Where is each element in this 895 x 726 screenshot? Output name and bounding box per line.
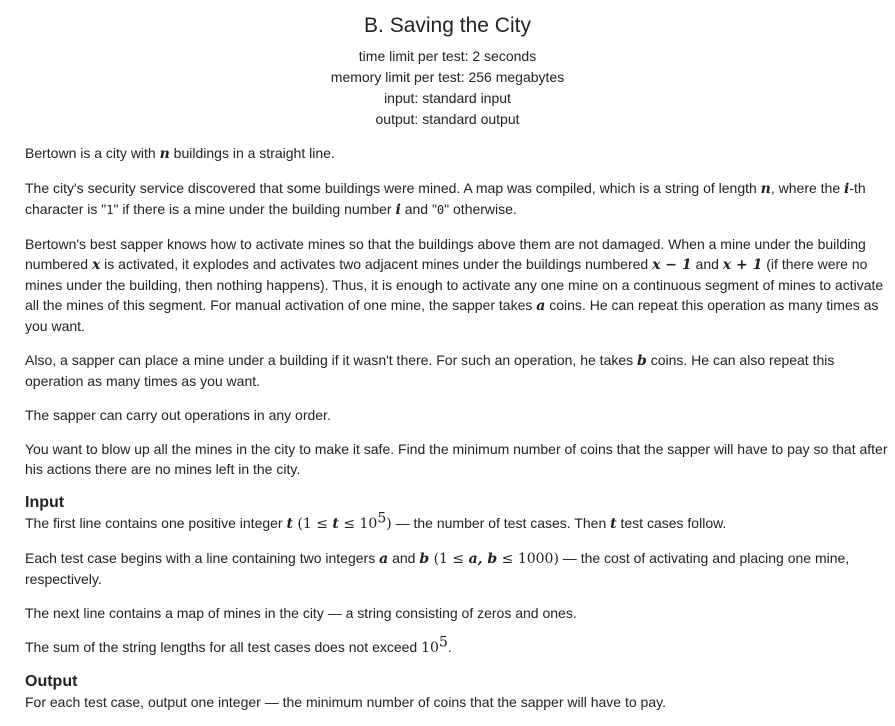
text: Also, a sapper can place a mine under a building if it wasn't there. For such an operation, he takes xyxy=(25,352,638,368)
problem-statement xyxy=(25,143,891,726)
math-var: t xyxy=(286,516,293,532)
problem-title: B. Saving the City xyxy=(364,14,531,37)
text: and " xyxy=(400,201,437,217)
math-text: ) xyxy=(386,516,392,532)
math-exponent: 5 xyxy=(377,510,387,527)
input-paragraph-4 xyxy=(25,634,891,658)
text: Bertown is a city with xyxy=(25,145,160,161)
text: . xyxy=(447,639,452,655)
math-text: ≤ 10 xyxy=(338,516,378,532)
math-var: t xyxy=(610,516,617,532)
text: The first line contains one positive integer xyxy=(25,515,287,531)
text: and xyxy=(388,550,420,566)
code-literal: 1 xyxy=(106,203,114,217)
text: " otherwise. xyxy=(444,201,517,217)
text: coins. He can repeat this operation as many times as you want. xyxy=(25,297,879,334)
input-paragraph-1 xyxy=(25,510,891,534)
legend-paragraph-1 xyxy=(25,143,891,164)
output-heading: Output xyxy=(25,673,78,690)
text: -th character is " xyxy=(25,180,866,217)
legend-paragraph-5: The sapper can carry out operations in any order. xyxy=(25,407,331,423)
output-file: output: standard output xyxy=(375,111,520,127)
time-limit: time limit per test: 2 seconds xyxy=(358,48,537,64)
output-paragraph-1: For each test case, output one integer — the minimum number of coins that the sapper will have to pay. xyxy=(25,694,666,710)
text: " if there is a mine under the building number xyxy=(113,201,396,217)
input-paragraph-2 xyxy=(25,548,891,589)
text: Bertown's best sapper knows how to activate mines so that the buildings above them are not damaged. When a mine under the building numbered xyxy=(25,236,866,272)
text: is activated, it explodes and activates two adjacent mines under the buildings numbered xyxy=(100,256,653,272)
math-var: a xyxy=(536,298,546,314)
math-var: a xyxy=(379,551,389,567)
text: test cases follow. xyxy=(616,515,727,531)
text: buildings in a straight line. xyxy=(169,145,335,161)
math-var: n xyxy=(760,181,771,197)
math-var: b xyxy=(419,551,430,567)
legend-paragraph-6: You want to blow up all the mines in the city to make it safe. Find the minimum number of coins that the sapper will have to pay so that after his actions there are no mines left in the city. xyxy=(25,441,888,477)
text: (if there were no mines under the building, then nothing happens). Thus, it is enough to activate any one mine on a continuous segment of mines to activate all the mines of this segment. For manual activation of one mine, the sapper takes xyxy=(25,256,884,313)
input-heading: Input xyxy=(25,494,65,511)
math-var: x xyxy=(91,257,101,273)
math-var: i xyxy=(844,181,850,197)
math-expr: x − 1 xyxy=(652,257,692,273)
math-text: (1 ≤ xyxy=(292,516,333,532)
math-expr: x + 1 xyxy=(722,257,763,273)
code-literal: 0 xyxy=(436,203,445,217)
math-var: b xyxy=(637,353,647,369)
text: The city's security service discovered that some buildings were mined. A map was compiled, which is a string of length xyxy=(25,180,761,196)
math-text: 10 xyxy=(421,640,439,656)
text: The sum of the string lengths for all test cases does not exceed xyxy=(25,639,422,655)
input-file: input: standard input xyxy=(384,90,511,106)
text: Each test case begins with a line containing two integers xyxy=(25,550,380,566)
legend-paragraph-4 xyxy=(25,350,891,391)
text: coins. He can also repeat this operation as many times as you want. xyxy=(25,352,835,389)
problem-header xyxy=(0,0,895,130)
problem-limits xyxy=(0,46,895,130)
text: and xyxy=(691,256,723,272)
memory-limit: memory limit per test: 256 megabytes xyxy=(330,69,565,85)
math-exponent: 5 xyxy=(438,634,448,651)
legend-paragraph-3 xyxy=(25,234,891,336)
math-text: (1 ≤ xyxy=(429,551,469,567)
math-text: ≤ 1000) xyxy=(497,551,559,567)
math-var: i xyxy=(395,202,401,218)
text: — the number of test cases. Then xyxy=(391,515,611,531)
text: , where the xyxy=(770,180,845,196)
math-var: t xyxy=(332,516,339,532)
math-var: a, b xyxy=(468,551,498,567)
math-var: n xyxy=(159,146,170,162)
legend-paragraph-2 xyxy=(25,178,891,220)
input-paragraph-3: The next line contains a map of mines in the city — a string consisting of zeros and ones. xyxy=(25,605,577,621)
text: — the cost of activating and placing one mine, respectively. xyxy=(25,550,850,587)
